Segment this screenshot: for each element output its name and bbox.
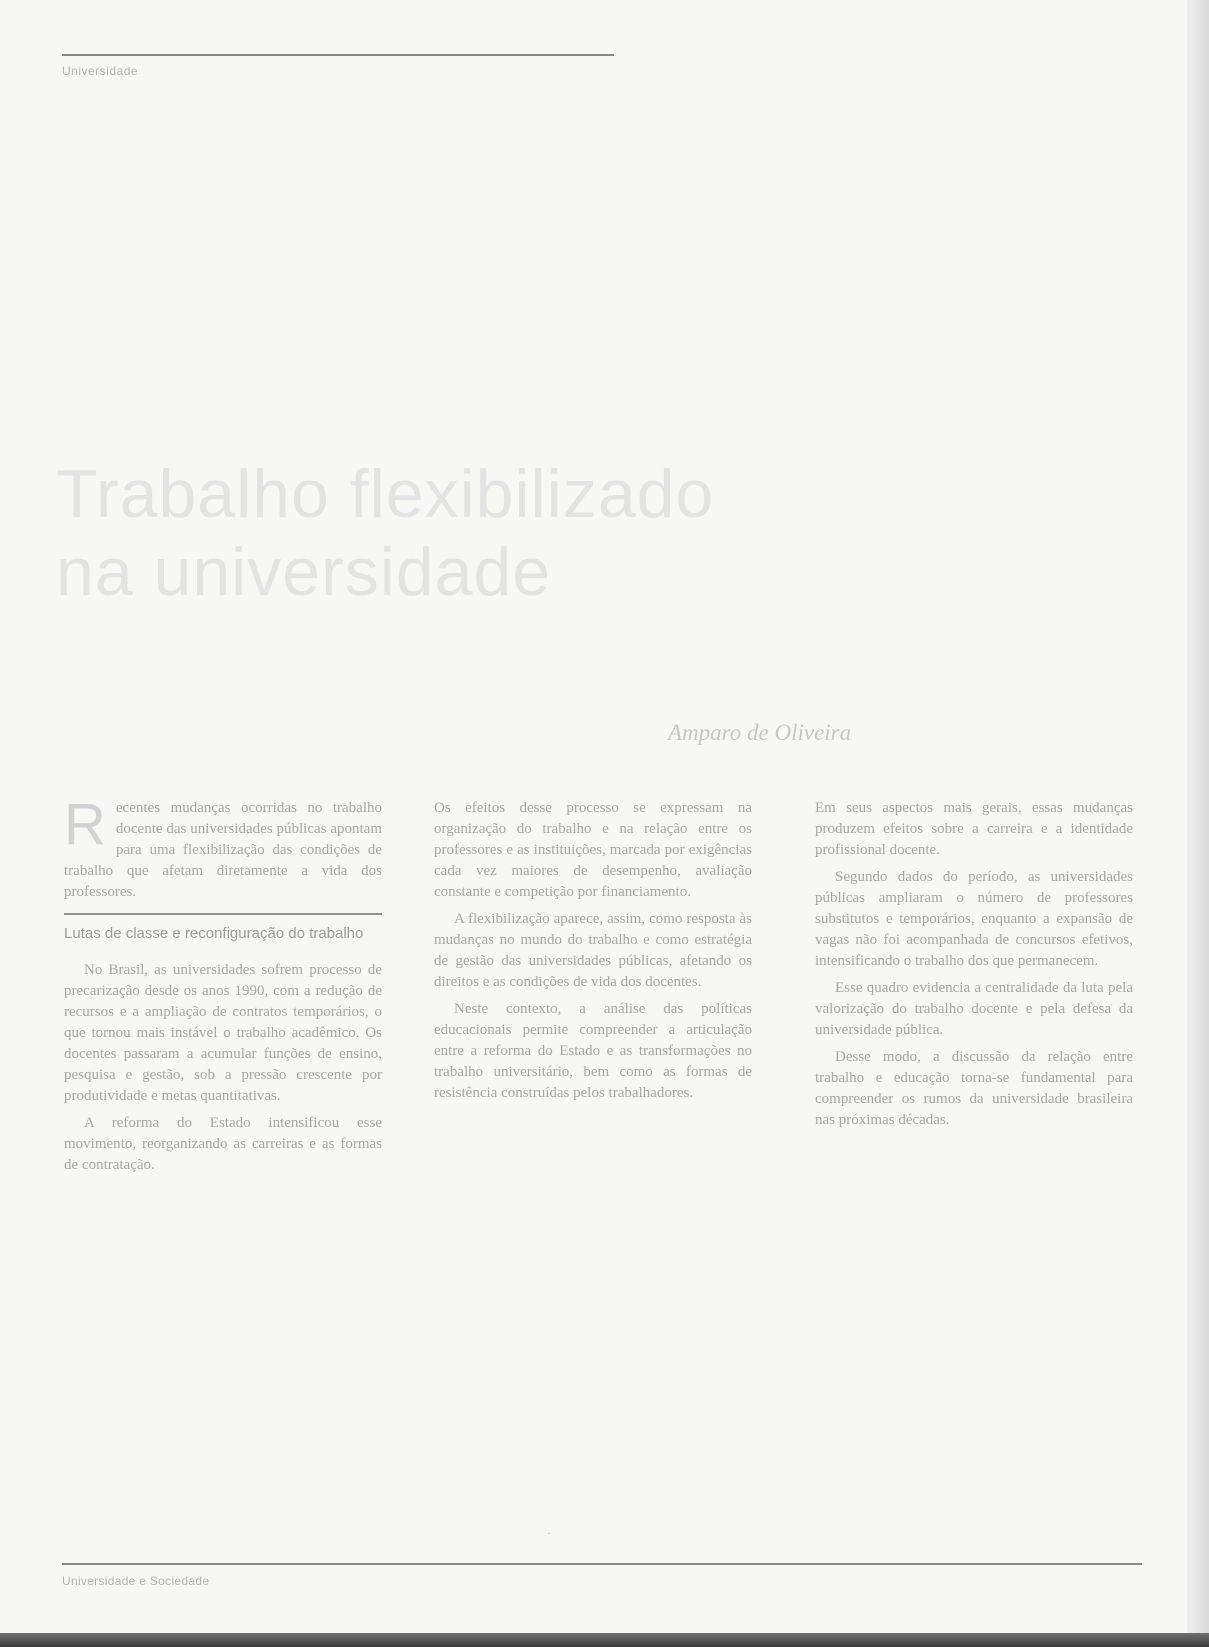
- body-paragraph: Esse quadro evidencia a centralidade da luta pela valorização do trabalho docente e pela defesa da universidade pública.: [815, 980, 1133, 1038]
- title-line-1: Trabalho flexibilizado: [56, 456, 715, 532]
- author-name: Amparo de Oliveira: [668, 720, 852, 745]
- body-paragraph: Segundo dados do período, as universidades públicas ampliaram o número de professores substitutos e temporários, enquanto a expansão de vagas não foi acompanhada de concursos efetivos, intensificando o trabalho dos que permanecem.: [815, 869, 1133, 969]
- body-paragraph: Desse modo, a discussão da relação entre trabalho e educação torna-se fundamental para compreender os rumos da universidade brasileira nas próximas décadas.: [815, 1049, 1133, 1128]
- footer-text: Universidade e Sociedade: [62, 1574, 210, 1588]
- column-1: [64, 792, 382, 1182]
- body-paragraph: A reforma do Estado intensificou esse movimento, reorganizando as carreiras e as formas de contratação.: [64, 1115, 382, 1173]
- column-2: [434, 798, 752, 1110]
- intro-text: ecentes mudanças ocorridas no trabalho docente das universidades públicas apontam para uma flexibilização das condições de trabalho que afetam diretamente a vida dos professores.: [64, 800, 382, 900]
- page-bottom-edge: [0, 1633, 1209, 1647]
- drop-cap: R: [64, 792, 106, 857]
- article-title: [56, 455, 816, 611]
- body-paragraph: No Brasil, as universidades sofrem processo de precarização desde os anos 1990, com a redução de recursos e a ampliação de contratos temporários, o que tornou mais instável o trabalho acadêmico. Os docentes passaram a acumular funções de ensino, pesquisa e gestão, sob a pressão crescente por produtividade e metas quantitativas.: [64, 962, 382, 1104]
- running-head: Universidade: [62, 64, 139, 78]
- body-paragraph: A flexibilização aparece, assim, como resposta às mudanças no mundo do trabalho e como estratégia de gestão das universidades públicas, afetando os direitos e as condições de vida dos docentes.: [434, 911, 752, 990]
- page-right-edge: [1187, 0, 1209, 1647]
- column-3: [815, 798, 1133, 1137]
- title-line-2: na universidade: [56, 534, 552, 610]
- body-paragraph: Os efeitos desse processo se expressam na organização do trabalho e na relação entre os professores e as instituições, marcada por exigências cada vez maiores de desempenho, avaliação constante e competição por financiamento.: [434, 800, 752, 900]
- intro-paragraph: [64, 792, 382, 903]
- center-mark: ·: [547, 1526, 551, 1540]
- footer-rule: [62, 1563, 1142, 1565]
- body-paragraph: Neste contexto, a análise das políticas educacionais permite compreender a articulação entre a reforma do Estado e as transformações no trabalho universitário, bem como as formas de resistência construídas pelos trabalhadores.: [434, 1001, 752, 1101]
- body-paragraph: Em seus aspectos mais gerais, essas mudanças produzem efeitos sobre a carreira e a identidade profissional docente.: [815, 800, 1133, 858]
- header-rule: [62, 54, 614, 56]
- section-heading: Lutas de classe e reconfiguração do trabalho: [64, 913, 382, 944]
